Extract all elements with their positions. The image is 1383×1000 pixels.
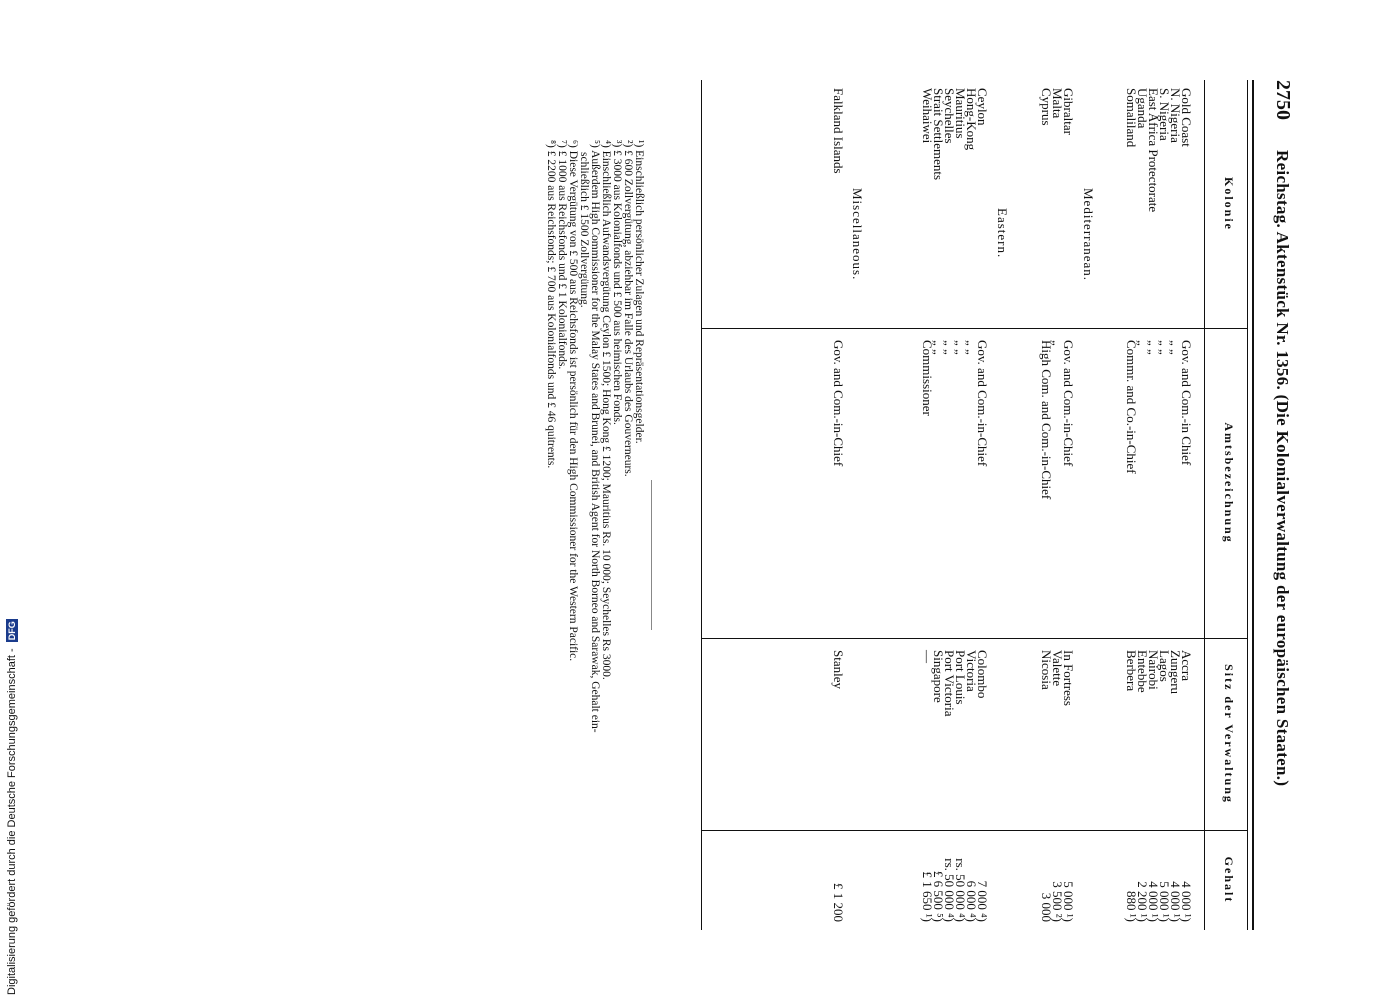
table-cell-seat: Nairobi <box>1146 650 1161 690</box>
table-cell-office: „ „ <box>964 340 979 355</box>
table-cell-office: Gov. and Com.-in Chief <box>1179 340 1194 466</box>
column-divider <box>702 830 1248 831</box>
rotated-document-page <box>545 80 1300 940</box>
table-cell-office: „ „ <box>1168 340 1183 355</box>
table-cell-office: Gov. and Com.-in-Chief <box>975 340 990 467</box>
footnote-line: ¹) Einschließlich persönlicher Zulagen und Repräsentationsgelder. <box>633 140 645 444</box>
table-cell-seat: Victoria <box>964 650 979 692</box>
footnote-line: ⁴) Einschließlich Aufwandsvergütung Ceylon £ 1500; Hong Kong £ 1200; Mauritius Rs. 10 000; Seychelles Rs 3000. <box>600 140 612 680</box>
column-divider <box>702 638 1248 639</box>
table-cell-colony: East Africa Protectorate <box>1146 88 1161 213</box>
table-cell-colony: Weihaiwei <box>920 88 935 144</box>
footnote-line: ³) £ 3000 aus Kolonialfonds und £ 500 aus heimischen Fonds. <box>611 140 623 425</box>
table-cell-salary: 3 500 ²) <box>1050 881 1065 922</box>
table-cell-salary: 6 000 ⁴) <box>964 880 979 922</box>
table-cell-salary: 5 000 ¹) <box>1061 881 1076 922</box>
page-title: Reichstag. Aktenstück Nr. 1356. (Die Kolonialverwaltung der europäischen Staaten.) <box>1273 150 1292 787</box>
table-cell-salary: £ 1 650 ¹) <box>920 871 935 922</box>
table-cell-salary: rs. 50 000 ⁴) <box>953 858 968 922</box>
footnote-line: ⁵) Außerdem High Commissioner for the Malay States and Brunei, and British Agent for North Borneo and Sarawak, Gehalt ein- <box>589 140 601 733</box>
table-cell-seat: Accra <box>1179 650 1194 682</box>
table-cell-seat: Stanley <box>831 650 846 689</box>
table-cell-salary: 3 000 <box>1039 892 1054 922</box>
header-rule <box>1252 80 1254 930</box>
dfg-logo: DFG <box>7 621 17 641</box>
credit-text: Digitalisierung gefördert durch die Deutsche Forschungsgemeinschaft - <box>6 648 18 995</box>
table-cell-colony: Somaliland <box>1124 88 1139 148</box>
table-cell-seat: Nicosia <box>1039 650 1054 690</box>
page-number: 2750 <box>1272 80 1294 120</box>
table-cell-colony: Seychelles <box>942 88 957 144</box>
table-cell-salary: 7 000 ⁴) <box>975 880 990 922</box>
table-cell-seat: Lagos <box>1157 650 1172 682</box>
table-cell-office: Gov. and Com.-in-Chief <box>831 340 846 467</box>
table-cell-office: „ <box>1135 340 1150 346</box>
table-cell-office: „ „ <box>1146 340 1161 355</box>
table-cell-seat: Port Louis <box>953 650 968 705</box>
table-cell-salary: 4 000 ¹) <box>1179 881 1194 922</box>
table-cell-colony: Cyprus <box>1039 88 1054 126</box>
table-cell-seat: Zungeru <box>1168 650 1183 695</box>
table-cell-colony: Mauritius <box>953 88 968 139</box>
table-cell-salary: 880 ¹) <box>1124 891 1139 922</box>
table-cell-salary: 4 000 ¹) <box>1168 881 1183 922</box>
table-cell-salary: rs. 50 000 ⁴) <box>942 858 957 922</box>
column-header-office: Amtsbezeichnung <box>1222 422 1236 544</box>
table-cell-office: High Com. and Com.-in-Chief <box>1039 340 1054 500</box>
table-bottom-rule <box>701 80 702 930</box>
footnote-line: schließlich £ 1500 Zollvergütung. <box>578 152 590 308</box>
table-cell-colony: Ceylon <box>975 88 990 126</box>
table-cell-seat: Valette <box>1050 650 1065 687</box>
table-cell-seat: Colombo <box>975 650 990 699</box>
table-cell-colony: Uganda <box>1135 88 1150 129</box>
table-cell-office: „ „ <box>953 340 968 355</box>
table-cell-office: „ „ <box>1157 340 1172 355</box>
table-cell-salary: 2 200 ¹) <box>1135 881 1150 922</box>
table-cell-colony: Strait Settlements <box>931 88 946 181</box>
page-header <box>1262 80 1300 920</box>
table-cell-salary: £ 1 200 <box>831 883 846 922</box>
footnote-separator <box>651 480 652 630</box>
table-cell-colony: Falkland Islands <box>831 88 846 174</box>
table-cell-salary: £ 6 500 ⁵) <box>931 870 946 922</box>
column-header-rule <box>1204 80 1205 930</box>
table-cell-seat: Port Victoria <box>942 650 957 717</box>
table-cell-colony: Hong-Kong <box>964 88 979 151</box>
section-heading-mediterranean: Mediterranean. <box>1081 188 1096 282</box>
table-cell-office: Commr. and Co.-in-Chief <box>1124 340 1139 474</box>
column-header-colony: Kolonie <box>1222 176 1236 231</box>
table-cell-seat: — <box>920 650 935 663</box>
table-cell-salary: 5 000 ¹) <box>1157 881 1172 922</box>
table-cell-salary: 4 000 ¹) <box>1146 881 1161 922</box>
footnote-line: ⁸) £ 2200 aus Reichsfonds; £ 700 aus Kolonialfonds und £ 46 quitrents. <box>545 140 557 469</box>
table-cell-seat: Entebbe <box>1135 650 1150 693</box>
table-cell-seat: In Fortress <box>1061 650 1076 706</box>
table-cell-office: Gov. and Com.-in-Chief <box>1061 340 1076 467</box>
column-header-salary: Gehalt <box>1222 856 1236 904</box>
footnote-line: ⁶) Diese Vergütung von £ 500 aus Reichsfonds ist persönlich für den High Commissioner for the Western Pacific. <box>567 140 579 662</box>
section-heading-eastern: Eastern. <box>995 208 1010 259</box>
column-divider <box>702 328 1248 329</box>
table-cell-office: „ <box>1050 340 1065 346</box>
table-cell-colony: Gibraltar <box>1061 88 1076 135</box>
table-cell-office: „ „ <box>931 340 946 355</box>
table-cell-colony: N. Nigeria <box>1168 88 1183 143</box>
table-cell-office: Commissioner <box>920 340 935 416</box>
digitization-credit <box>6 619 18 995</box>
table-cell-colony: Gold Coast <box>1179 88 1194 147</box>
table-top-rule <box>1247 80 1248 930</box>
table-cell-seat: Berbera <box>1124 650 1139 692</box>
table-cell-seat: Singapore <box>931 650 946 703</box>
column-header-seat: Sitz der Verwaltung <box>1222 664 1236 804</box>
footnote-line: ⁷) £ 1000 aus Reichsfonds und £ 1 Kolonialfonds. <box>556 140 568 370</box>
section-heading-miscellaneous: Miscellaneous. <box>850 188 865 281</box>
footnote-line: ²) £ 600 Zollvergütung, abziehbar im Falle des Urlaubs des Gouverneurs. <box>622 140 634 477</box>
table-cell-colony: S. Nigeria <box>1157 88 1172 141</box>
table-cell-colony: Malta <box>1050 88 1065 119</box>
table-cell-office: „ „ <box>942 340 957 355</box>
